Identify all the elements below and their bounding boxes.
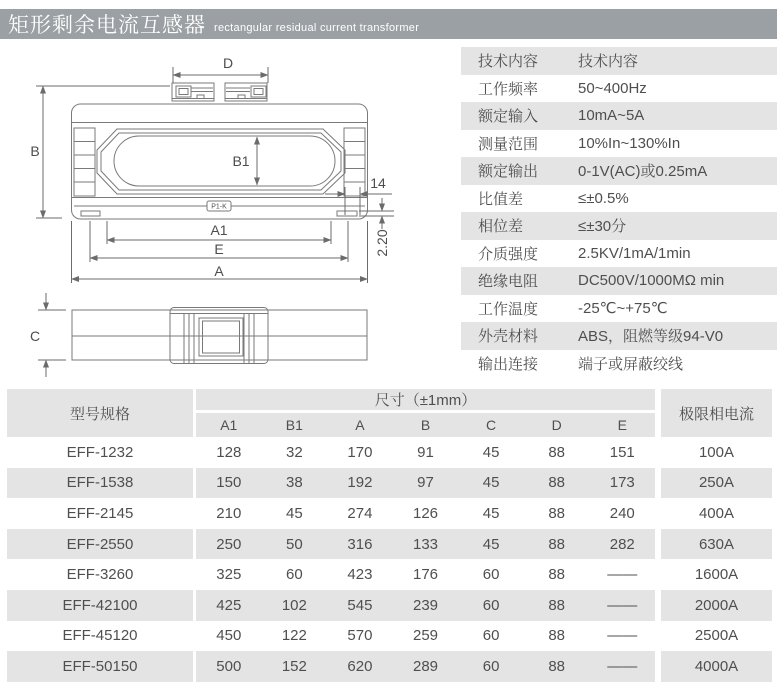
dim-cell: 60 bbox=[482, 596, 500, 614]
dims-cells bbox=[196, 621, 655, 652]
dim-cell: 45 bbox=[482, 504, 500, 522]
dims-cells bbox=[196, 437, 655, 468]
spec-label: 外壳材料 bbox=[478, 328, 539, 346]
dim-cell: 500 bbox=[216, 657, 242, 675]
dim-cell: 45 bbox=[482, 535, 500, 553]
model-cell: EFF-2550 bbox=[7, 529, 193, 560]
dim-cell: 60 bbox=[482, 657, 500, 675]
dim-cell: 88 bbox=[548, 504, 566, 522]
dim-cell: 102 bbox=[281, 596, 307, 614]
col-header-a: A bbox=[355, 417, 365, 433]
spec-row bbox=[461, 350, 777, 378]
spec-label: 技术内容 bbox=[478, 53, 539, 71]
dim-label-c: C bbox=[29, 328, 41, 344]
dim-cell: 88 bbox=[548, 474, 566, 492]
dims-cells bbox=[196, 498, 655, 529]
dim-cell: 450 bbox=[216, 627, 242, 645]
dims-cells bbox=[196, 651, 655, 682]
table-row bbox=[7, 468, 772, 499]
spec-value: 10mA~5A bbox=[578, 107, 645, 125]
spec-row bbox=[461, 295, 777, 323]
dim-cell: 45 bbox=[482, 474, 500, 492]
spec-label: 比值差 bbox=[478, 190, 524, 208]
size-subheader-row bbox=[196, 413, 655, 437]
spec-row bbox=[461, 157, 777, 185]
dim-cell: 274 bbox=[347, 504, 373, 522]
dim-cell: 152 bbox=[281, 657, 307, 675]
spec-label: 测量范围 bbox=[478, 135, 539, 153]
spec-value: DC500V/1000MΩ min bbox=[578, 272, 725, 290]
dim-cell: 150 bbox=[216, 474, 242, 492]
dim-cell: —— bbox=[607, 596, 638, 614]
dim-cell: 126 bbox=[413, 504, 439, 522]
dim-label-d: D bbox=[222, 55, 234, 71]
dim-cell: 88 bbox=[548, 566, 566, 584]
dim-cell: 88 bbox=[548, 627, 566, 645]
dim-cell: 32 bbox=[286, 443, 303, 461]
spec-label: 额定输入 bbox=[478, 108, 539, 126]
dim-cell: 88 bbox=[548, 443, 566, 461]
dim-cell: 91 bbox=[417, 443, 434, 461]
spec-row bbox=[461, 212, 777, 240]
model-cell: EFF-42100 bbox=[7, 590, 193, 621]
dim-cell: —— bbox=[607, 657, 638, 675]
col-header-d: D bbox=[551, 417, 562, 433]
dims-cells bbox=[196, 590, 655, 621]
current-cell: 400A bbox=[698, 504, 735, 522]
dim-cell: 170 bbox=[347, 443, 373, 461]
dim-cell: 133 bbox=[413, 535, 439, 553]
spec-label: 输出连接 bbox=[478, 355, 539, 373]
current-column-header: 极限相电流 bbox=[661, 389, 772, 437]
table-row bbox=[7, 559, 772, 590]
dim-cell: 425 bbox=[216, 596, 242, 614]
model-cell: EFF-1232 bbox=[66, 443, 134, 461]
spec-row bbox=[461, 102, 777, 130]
dims-cells bbox=[196, 468, 655, 499]
current-cell: 630A bbox=[661, 529, 772, 560]
spec-value: 技术内容 bbox=[578, 53, 639, 71]
dim-cell: 423 bbox=[347, 566, 373, 584]
dim-cell: 250 bbox=[216, 535, 242, 553]
dim-label-a: A bbox=[214, 263, 224, 279]
dim-cell: 151 bbox=[609, 443, 635, 461]
dim-cell: —— bbox=[607, 627, 638, 645]
dimension-table-header bbox=[7, 389, 772, 437]
model-cell: EFF-50150 bbox=[7, 651, 193, 682]
terminal-marking-p1k: P1-K bbox=[211, 203, 227, 211]
dimension-table bbox=[7, 389, 772, 682]
dim-label-220: 2.20 bbox=[374, 229, 390, 257]
dim-cell: 620 bbox=[347, 657, 373, 675]
dim-cell: 128 bbox=[216, 443, 242, 461]
dim-cell: 239 bbox=[413, 596, 439, 614]
dim-cell: 289 bbox=[413, 657, 439, 675]
size-header: 尺寸（±1mm） bbox=[196, 389, 655, 410]
dim-label-b1: B1 bbox=[232, 153, 250, 169]
current-cell: 1600A bbox=[694, 566, 739, 584]
dim-cell: 97 bbox=[417, 474, 434, 492]
dim-cell: 38 bbox=[286, 474, 303, 492]
spec-row bbox=[461, 322, 777, 350]
current-cell: 250A bbox=[661, 468, 772, 499]
dim-cell: 122 bbox=[281, 627, 307, 645]
dim-label-b: B bbox=[30, 143, 40, 159]
page-subtitle: rectangular residual current transformer bbox=[214, 21, 420, 34]
dims-cells bbox=[196, 559, 655, 590]
dims-cells bbox=[196, 529, 655, 560]
model-cell: EFF-45120 bbox=[62, 627, 138, 645]
spec-row bbox=[461, 130, 777, 158]
spec-value: 10%In~130%In bbox=[578, 134, 681, 152]
spec-value: -25℃~+75℃ bbox=[578, 300, 668, 318]
spec-row bbox=[461, 75, 777, 103]
dim-cell: 45 bbox=[482, 443, 500, 461]
current-cell: 2000A bbox=[661, 590, 772, 621]
dim-cell: 176 bbox=[413, 566, 439, 584]
dim-label-e: E bbox=[214, 241, 224, 257]
dim-cell: 282 bbox=[609, 535, 635, 553]
col-header-c: C bbox=[486, 417, 497, 433]
current-cell: 4000A bbox=[661, 651, 772, 682]
current-cell: 2500A bbox=[694, 627, 739, 645]
spec-row bbox=[461, 47, 777, 75]
spec-value: 0-1V(AC)或0.25mA bbox=[578, 163, 708, 181]
spec-row bbox=[461, 267, 777, 295]
col-header-b: B bbox=[420, 417, 431, 433]
table-row bbox=[7, 651, 772, 682]
model-cell: EFF-2145 bbox=[66, 504, 134, 522]
dim-cell: 325 bbox=[216, 566, 242, 584]
size-group-header bbox=[196, 389, 655, 437]
dim-cell: —— bbox=[607, 566, 638, 584]
col-header-a1: A1 bbox=[220, 417, 238, 433]
spec-value: ≤±0.5% bbox=[578, 189, 629, 207]
table-row bbox=[7, 498, 772, 529]
col-header-b1: B1 bbox=[285, 417, 303, 433]
model-cell: EFF-1538 bbox=[7, 468, 193, 499]
spec-label: 介质强度 bbox=[478, 245, 539, 263]
dim-label-a1: A1 bbox=[210, 222, 228, 238]
col-header-e: E bbox=[617, 417, 627, 433]
dim-cell: 192 bbox=[347, 474, 373, 492]
dim-cell: 60 bbox=[286, 566, 303, 584]
spec-label: 绝缘电阻 bbox=[478, 273, 539, 291]
technical-drawing bbox=[0, 0, 460, 392]
dim-cell: 88 bbox=[548, 535, 566, 553]
model-cell: EFF-3260 bbox=[66, 566, 134, 584]
dim-cell: 210 bbox=[216, 504, 242, 522]
dim-cell: 259 bbox=[413, 627, 439, 645]
spec-row bbox=[461, 240, 777, 268]
dim-cell: 240 bbox=[609, 504, 635, 522]
dim-cell: 88 bbox=[548, 596, 566, 614]
page-title: 矩形剩余电流互感器 bbox=[8, 14, 206, 37]
dim-label-14: 14 bbox=[370, 175, 386, 191]
dim-cell: 60 bbox=[482, 627, 500, 645]
dim-cell: 173 bbox=[609, 474, 635, 492]
table-row bbox=[7, 529, 772, 560]
spec-value: 2.5KV/1mA/1min bbox=[578, 244, 691, 262]
spec-label: 工作频率 bbox=[478, 80, 539, 98]
spec-value: ≤±30分 bbox=[578, 218, 627, 236]
model-column-header: 型号规格 bbox=[7, 389, 193, 437]
dim-cell: 570 bbox=[347, 627, 373, 645]
dim-cell: 88 bbox=[548, 657, 566, 675]
dim-cell: 316 bbox=[347, 535, 373, 553]
spec-label: 工作温度 bbox=[478, 300, 539, 318]
table-row bbox=[7, 437, 772, 468]
spec-row bbox=[461, 185, 777, 213]
spec-value: 50~400Hz bbox=[578, 79, 647, 97]
table-row bbox=[7, 590, 772, 621]
dim-cell: 45 bbox=[286, 504, 303, 522]
spec-label: 相位差 bbox=[478, 218, 524, 236]
dim-cell: 60 bbox=[482, 566, 500, 584]
current-cell: 100A bbox=[698, 443, 735, 461]
spec-value: ABS，阻燃等级94-V0 bbox=[578, 328, 724, 346]
spec-table bbox=[461, 47, 777, 377]
spec-value: 端子或屏蔽绞线 bbox=[578, 355, 684, 373]
dim-cell: 545 bbox=[347, 596, 373, 614]
spec-label: 额定输出 bbox=[478, 163, 539, 181]
table-row bbox=[7, 621, 772, 652]
dim-cell: 50 bbox=[286, 535, 303, 553]
